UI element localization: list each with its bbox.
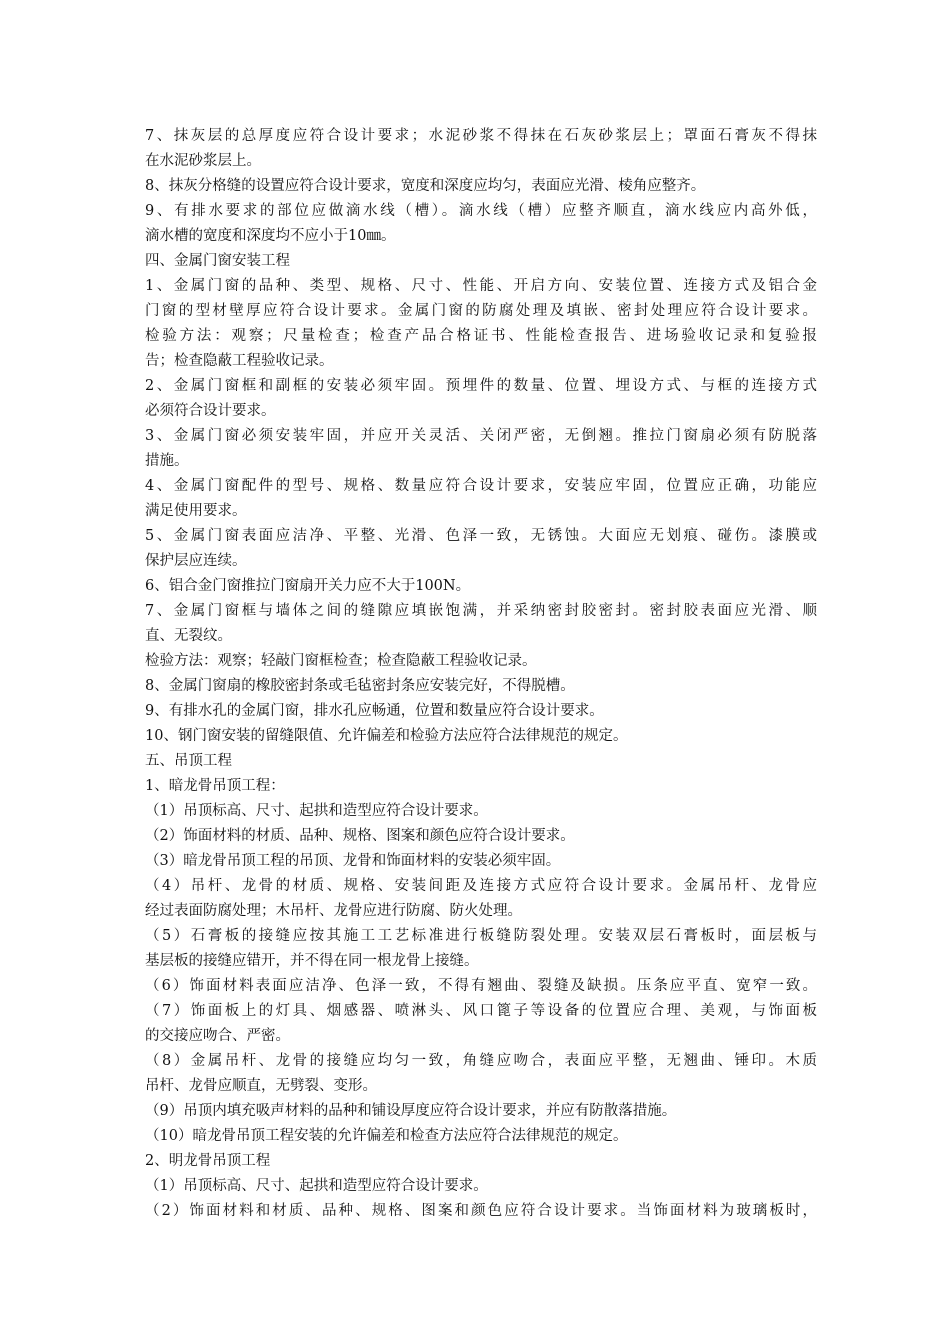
text-line: 8、金属门窗扇的橡胶密封条或毛毡密封条应安装完好，不得脱槽。 [145,678,575,694]
text-line: 告；检查隐蔽工程验收记录。 [145,353,334,369]
text-line: 满足使用要求。 [145,503,247,519]
text-line: 滴水槽的宽度和深度均不应小于10㎜。 [145,228,396,244]
text-line: 经过表面防腐处理；木吊杆、龙骨应进行防腐、防火处理。 [145,903,522,919]
text-line: 9、有排水孔的金属门窗，排水孔应畅通，位置和数量应符合设计要求。 [145,703,604,719]
text-line: 的交接应吻合、严密。 [145,1028,290,1044]
text-line: 7、金属门窗框与墙体之间的缝隙应填嵌饱满，并采纳密封胶密封。密封胶表面应光滑、顺 [145,603,817,619]
text-line: 检验方法：观察；尺量检查；检查产品合格证书、性能检查报告、进场验收记录和复验报 [145,328,817,344]
text-line: 检验方法：观察；轻敲门窗框检查；检查隐蔽工程验收记录。 [145,653,537,669]
text-line: 4、金属门窗配件的型号、规格、数量应符合设计要求，安装应牢固，位置应正确，功能应 [145,478,817,494]
text-line: （9）吊顶内填充吸声材料的品种和铺设厚度应符合设计要求，并应有防散落措施。 [145,1103,677,1119]
text-line: 1、暗龙骨吊顶工程： [145,778,285,794]
text-line: 9、有排水要求的部位应做滴水线（槽）。滴水线（槽）应整齐顺直，滴水线应内高外低， [145,203,817,219]
text-line: （3）暗龙骨吊顶工程的吊顶、龙骨和饰面材料的安装必须牢固。 [145,853,561,869]
text-line: 6、铝合金门窗推拉门窗扇开关力应不大于100N。 [145,578,471,594]
text-line: 3、金属门窗必须安装牢固，并应开关灵活、关闭严密，无倒翘。推拉门窗扇必须有防脱落 [145,428,817,444]
text-line: （5）石膏板的接缝应按其施工工艺标准进行板缝防裂处理。安装双层石膏板时，面层板与 [145,928,817,944]
text-line: 7、抹灰层的总厚度应符合设计要求；水泥砂浆不得抹在石灰砂浆层上；罩面石膏灰不得抹 [145,128,817,144]
text-line: （2）饰面材料的材质、品种、规格、图案和颜色应符合设计要求。 [145,828,575,844]
text-line: 吊杆、龙骨应顺直，无劈裂、变形。 [145,1078,377,1094]
text-line: 门窗的型材壁厚应符合设计要求。金属门窗的防腐处理及填嵌、密封处理应符合设计要求。 [145,303,817,319]
text-line: 10、钢门窗安装的留缝限值、允许偏差和检验方法应符合法律规范的规定。 [145,728,628,744]
text-line: 基层板的接缝应错开，并不得在同一根龙骨上接缝。 [145,953,479,969]
text-line: 措施。 [145,453,189,469]
text-line: （1）吊顶标高、尺寸、起拱和造型应符合设计要求。 [145,803,488,819]
document-body [145,124,817,1224]
text-line: 5、金属门窗表面应洁净、平整、光滑、色泽一致，无锈蚀。大面应无划痕、碰伤。漆膜或 [145,528,817,544]
text-line: 保护层应连续。 [145,553,247,569]
text-line: （1）吊顶标高、尺寸、起拱和造型应符合设计要求。 [145,1178,488,1194]
text-line: 直、无裂纹。 [145,628,232,644]
text-line: 8、抹灰分格缝的设置应符合设计要求，宽度和深度应均匀，表面应光滑、棱角应整齐。 [145,178,706,194]
text-line: 四、金属门窗安装工程 [145,253,290,269]
text-line: 1、金属门窗的品种、类型、规格、尺寸、性能、开启方向、安装位置、连接方式及铝合金 [145,278,817,294]
text-line: 2、金属门窗框和副框的安装必须牢固。预埋件的数量、位置、埋设方式、与框的连接方式 [145,378,817,394]
text-line: 2、明龙骨吊顶工程 [145,1153,271,1169]
text-line: 必须符合设计要求。 [145,403,276,419]
text-line: （2）饰面材料和材质、品种、规格、图案和颜色应符合设计要求。当饰面材料为玻璃板时， [145,1203,817,1219]
text-line: （4）吊杆、龙骨的材质、规格、安装间距及连接方式应符合设计要求。金属吊杆、龙骨应 [145,878,817,894]
text-line: （7）饰面板上的灯具、烟感器、喷淋头、风口篦子等设备的位置应合理、美观，与饰面板 [145,1003,817,1019]
text-line: 在水泥砂浆层上。 [145,153,261,169]
text-line: 五、吊顶工程 [145,753,232,769]
text-line: （10）暗龙骨吊顶工程安装的允许偏差和检查方法应符合法律规范的规定。 [145,1128,628,1144]
text-line: （8）金属吊杆、龙骨的接缝应均匀一致，角缝应吻合，表面应平整，无翘曲、锤印。木质 [145,1053,817,1069]
text-line: （6）饰面材料表面应洁净、色泽一致，不得有翘曲、裂缝及缺损。压条应平直、宽窄一致。 [145,978,817,994]
